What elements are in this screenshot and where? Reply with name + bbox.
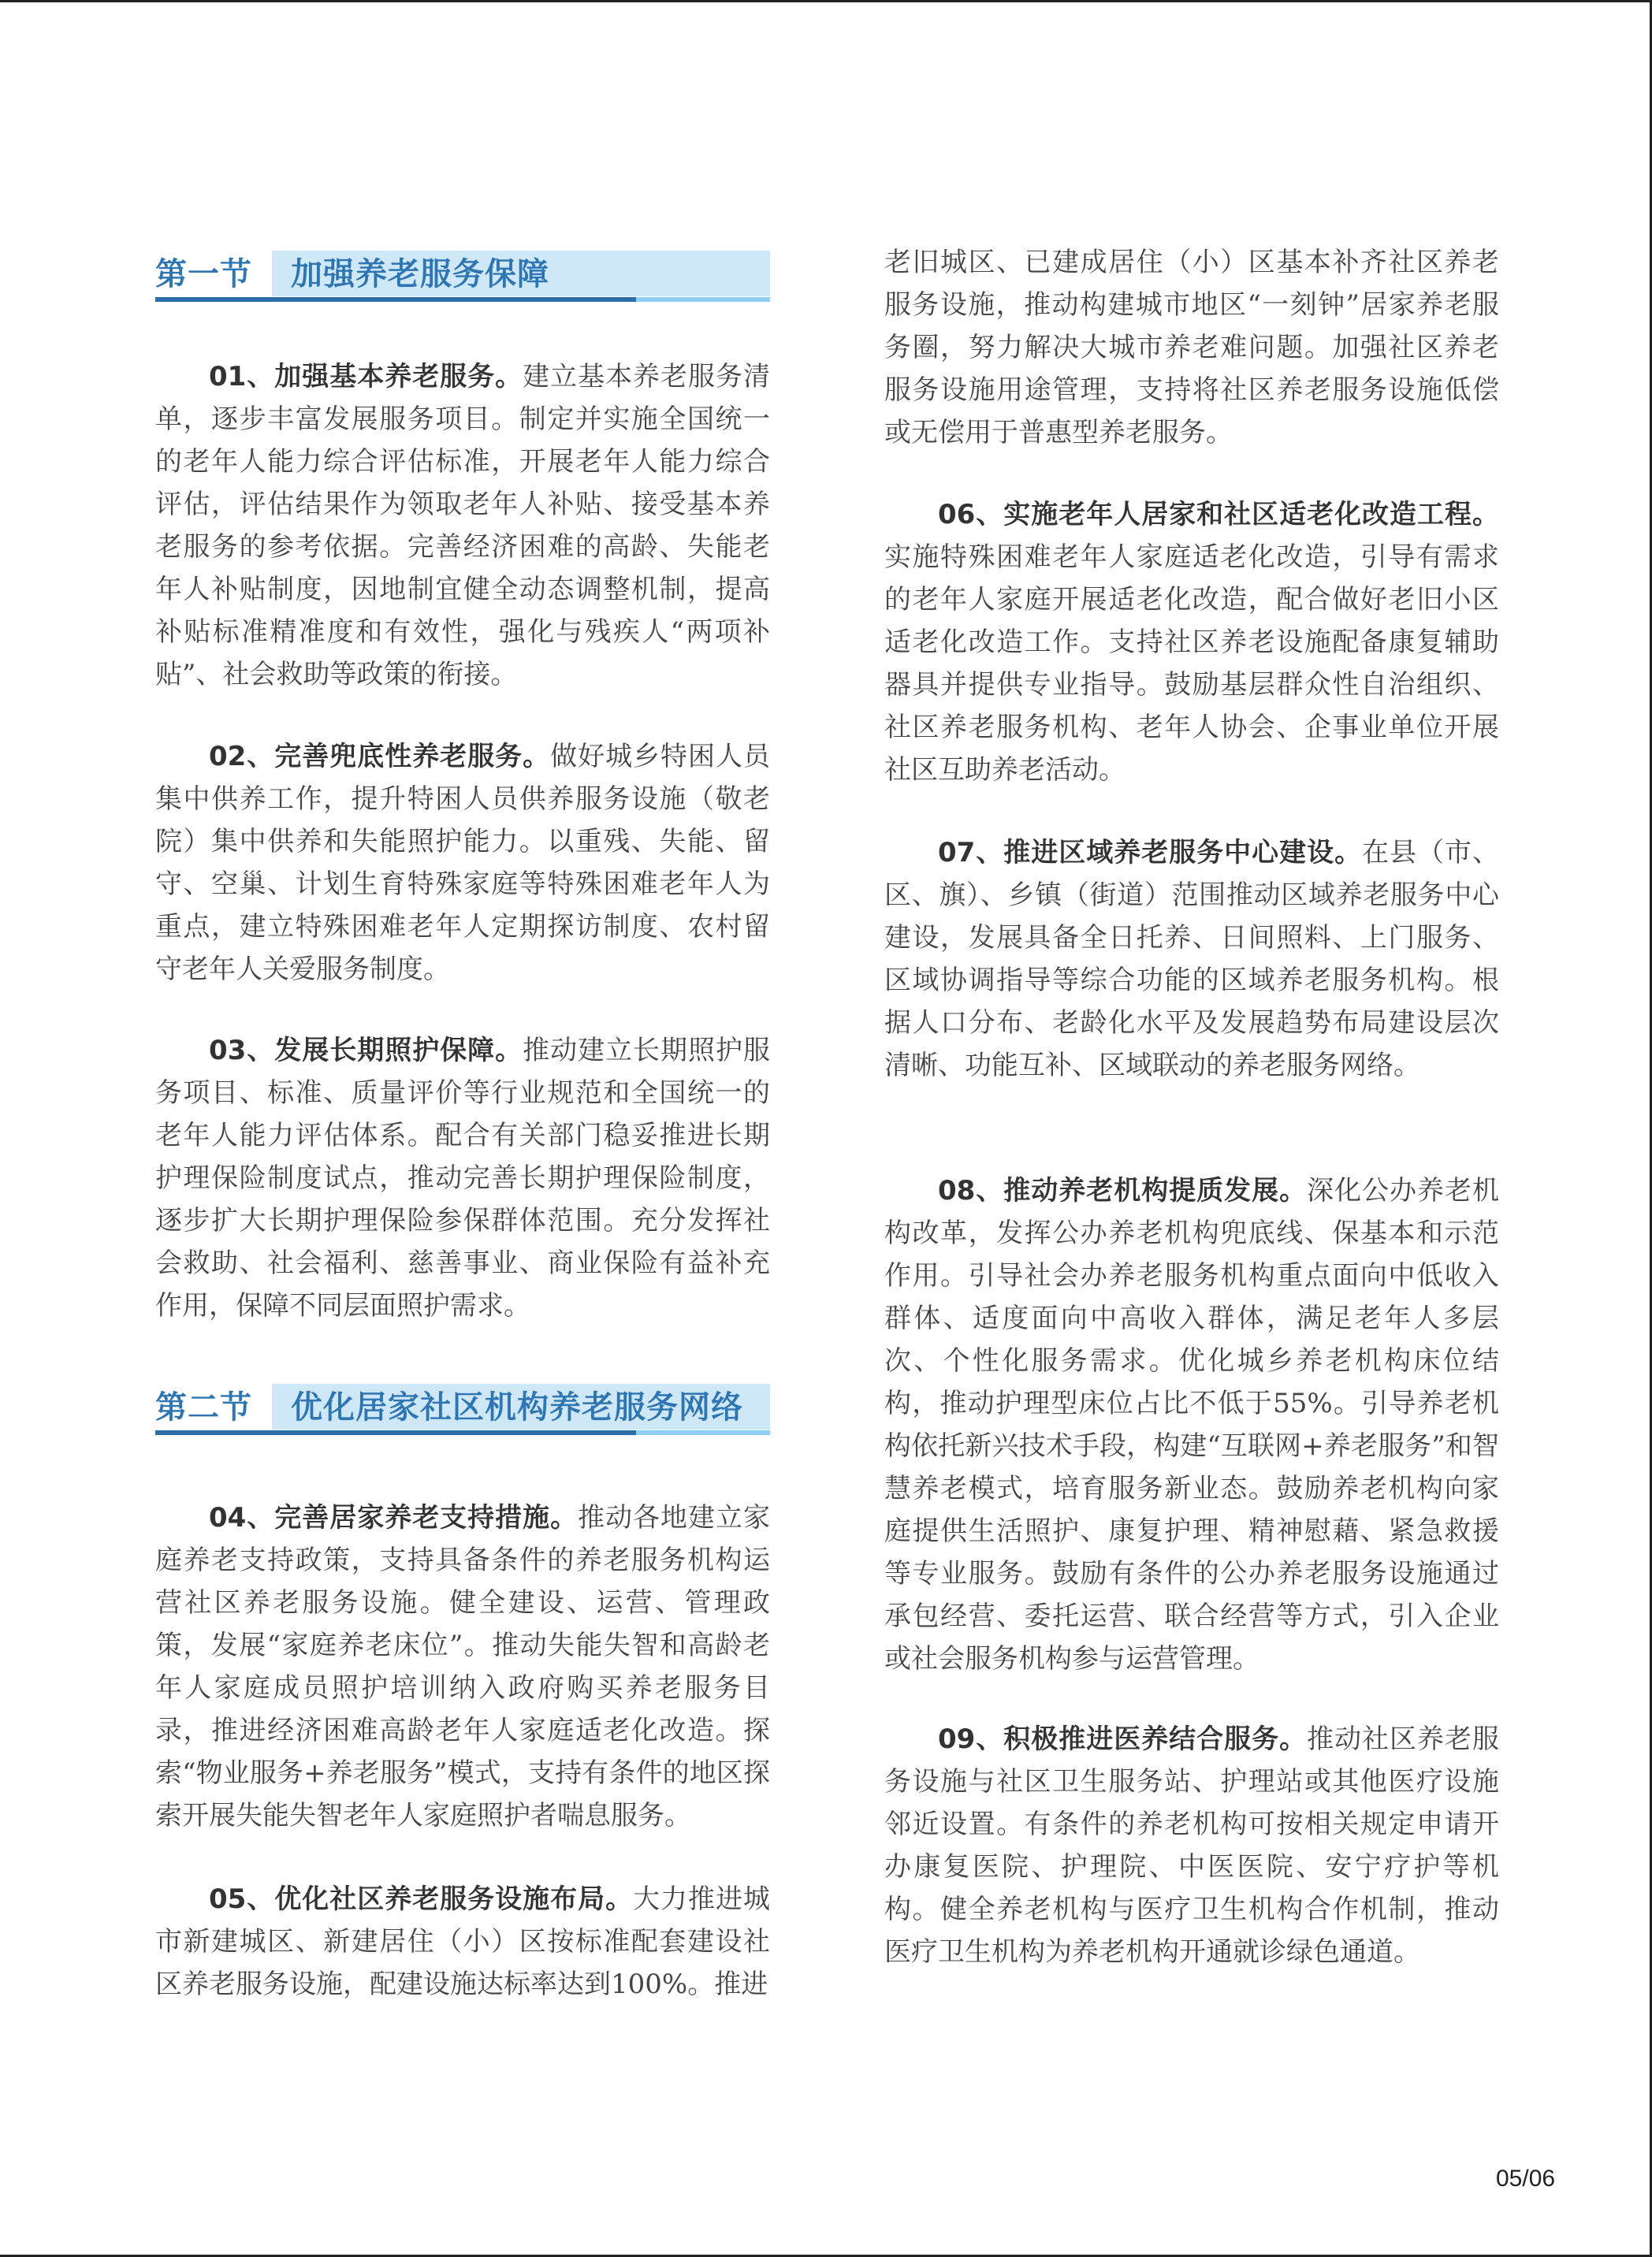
item-lead: 02、完善兜底性养老服务。 bbox=[209, 741, 551, 772]
item-06 bbox=[884, 493, 1499, 791]
item-09 bbox=[884, 1718, 1499, 1973]
item-body: 做好城乡特困人员集中供养工作，提升特困人员供养服务设施（敬老院）集中供养和失能照护能力。以重残、失能、留守、空巢、计划生育特殊家庭等特殊困难老年人为重点，建立特殊困难老年人定期探访制度、农村留守老年人关爱服务制度。 bbox=[155, 741, 770, 985]
item-08 bbox=[884, 1169, 1499, 1680]
item-body: 建立基本养老服务清单，逐步丰富发展服务项目。制定并实施全国统一的老年人能力综合评估标准，开展老年人能力综合评估，评估结果作为领取老年人补贴、接受基本养老服务的参考依据。完善经济困难的高龄、失能老年人补贴制度，因地制宜健全动态调整机制，提高补贴标准精准度和有效性，强化与残疾人“两项补贴”、社会救助等政策的衔接。 bbox=[155, 361, 770, 690]
item-body: 推动建立长期照护服务项目、标准、质量评价等行业规范和全国统一的老年人能力评估体系。配合有关部门稳妥推进长期护理保险制度试点，推动完善长期护理保险制度，逐步扩大长期护理保险参保群体范围。充分发挥社会救助、社会福利、慈善事业、商业保险有益补充作用，保障不同层面照护需求。 bbox=[155, 1035, 770, 1322]
item-body: 实施特殊困难老年人家庭适老化改造，引导有需求的老年人家庭开展适老化改造，配合做好老旧小区适老化改造工作。支持社区养老设施配备康复辅助器具并提供专业指导。鼓励基层群众性自治组织、社区养老服务机构、老年人协会、企事业单位开展社区互助养老活动。 bbox=[884, 541, 1499, 786]
item-body: 在县（市、区、旗）、乡镇（街道）范围推动区域养老服务中心建设，发展具备全日托养、日间照料、上门服务、区域协调指导等综合功能的区域养老服务机构。根据人口分布、老龄化水平及发展趋势布局建设层次清晰、功能互补、区域联动的养老服务网络。 bbox=[884, 837, 1499, 1081]
section-number: 第二节 bbox=[155, 1389, 252, 1426]
item-lead: 05、优化社区养老服务设施布局。 bbox=[209, 1883, 634, 1915]
item-body: 大力推进城市新建城区、新建居住（小）区按标准配套建设社区养老服务设施，配建设施达标率达到100%。推进 bbox=[155, 1883, 770, 2000]
section-number: 第一节 bbox=[155, 256, 252, 292]
item-lead: 09、积极推进医养结合服务。 bbox=[938, 1723, 1308, 1755]
heading-rule-light bbox=[636, 1430, 770, 1435]
section-title: 加强养老服务保障 bbox=[291, 256, 549, 292]
item-lead: 08、推动养老机构提质发展。 bbox=[938, 1175, 1308, 1207]
item-05-continued bbox=[884, 241, 1499, 454]
section-heading-2 bbox=[155, 1378, 770, 1434]
item-05 bbox=[155, 1878, 770, 2006]
section-title: 优化居家社区机构养老服务网络 bbox=[291, 1389, 743, 1426]
item-body-continued: 老旧城区、已建成居住（小）区基本补齐社区养老服务设施，推动构建城市地区“一刻钟”居家养老服务圈，努力解决大城市养老难问题。加强社区养老服务设施用途管理，支持将社区养老服务设施低偿或无偿用于普惠型养老服务。 bbox=[884, 247, 1499, 448]
section-heading-1 bbox=[155, 244, 770, 301]
item-body: 推动各地建立家庭养老支持政策，支持具备条件的养老服务机构运营社区养老服务设施。健全建设、运营、管理政策，发展“家庭养老床位”。推动失能失智和高龄老年人家庭成员照护培训纳入政府购买养老服务目录，推进经济困难高龄老年人家庭适老化改造。探索“物业服务+养老服务”模式，支持有条件的地区探索开展失能失智老年人家庭照护者喘息服务。 bbox=[155, 1502, 770, 1831]
item-body: 深化公办养老机构改革，发挥公办养老机构兜底线、保基本和示范作用。引导社会办养老服务机构重点面向中低收入群体、适度面向中高收入群体，满足老年人多层次、个性化服务需求。优化城乡养老机构床位结构，推动护理型床位占比不低于55%。引导养老机构依托新兴技术手段，构建“互联网+养老服务”和智慧养老模式，培育服务新业态。鼓励养老机构向家庭提供生活照护、康复护理、精神慰藉、紧急救援等专业服务。鼓励有条件的公办养老服务设施通过承包经营、委托运营、联合经营等方式，引入企业或社会服务机构参与运营管理。 bbox=[884, 1175, 1499, 1675]
item-07 bbox=[884, 831, 1499, 1087]
item-02 bbox=[155, 735, 770, 991]
item-01 bbox=[155, 355, 770, 696]
item-lead: 07、推进区域养老服务中心建设。 bbox=[938, 837, 1363, 868]
item-body: 推动社区养老服务设施与社区卫生服务站、护理站或其他医疗设施邻近设置。有条件的养老机构可按相关规定申请开办康复医院、护理院、中医医院、安宁疗护等机构。健全养老机构与医疗卫生机构合作机制，推动医疗卫生机构为养老机构开通就诊绿色通道。 bbox=[884, 1723, 1499, 1968]
item-lead: 04、完善居家养老支持措施。 bbox=[209, 1502, 579, 1534]
heading-rule-light bbox=[636, 297, 770, 302]
item-lead: 06、实施老年人居家和社区适老化改造工程。 bbox=[938, 499, 1499, 530]
item-lead: 01、加强基本养老服务。 bbox=[209, 361, 523, 392]
heading-rule-dark bbox=[155, 1430, 636, 1435]
heading-rule-dark bbox=[155, 297, 636, 302]
item-03 bbox=[155, 1029, 770, 1327]
item-lead: 03、发展长期照护保障。 bbox=[209, 1035, 523, 1066]
page-number: 05/06 bbox=[1496, 2166, 1556, 2192]
item-04 bbox=[155, 1497, 770, 1837]
